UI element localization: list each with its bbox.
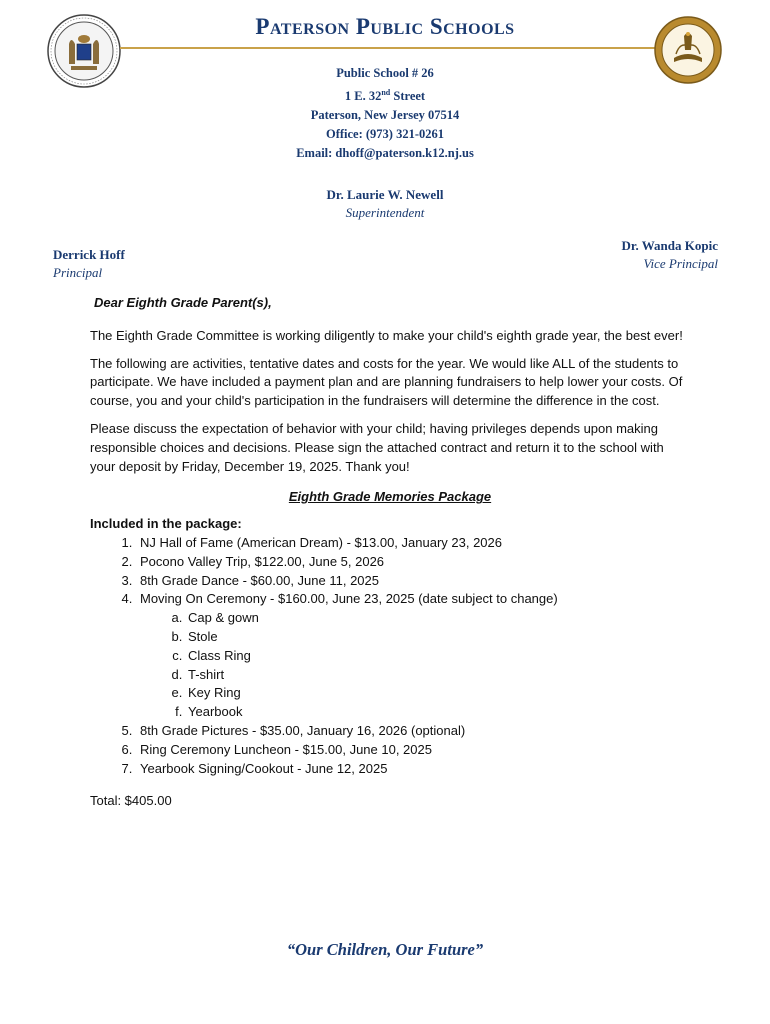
list-item: 5. 8th Grade Pictures - $35.00, January 16, 2026 (optional) <box>136 722 690 741</box>
vice-principal-role: Vice Principal <box>643 256 718 271</box>
district-motto: “Our Children, Our Future” <box>286 940 484 959</box>
superintendent-name: Dr. Laurie W. Newell <box>326 187 444 202</box>
district-title: Paterson Public Schools <box>255 14 515 39</box>
principal-role: Principal <box>53 265 103 280</box>
school-name: Public School # 26 <box>336 66 434 80</box>
street-address <box>0 83 770 106</box>
package-total: Total: $405.00 <box>90 793 172 809</box>
letter-paragraph: The following are activities, tentative dates and costs for the year. We would like ALL of the students to participate. We have included a payment plan and are planning fundraisers to help lower your costs. Of course, you and your child's participation in the fundraisers will determine the difference in the cost. <box>90 355 683 409</box>
street-number: 1 E. 32 <box>344 89 382 104</box>
included-label: Included in the package: <box>90 516 242 532</box>
masthead-divider <box>120 47 656 49</box>
principal-block <box>53 246 125 282</box>
sub-list-item: d. T-shirt <box>186 666 690 685</box>
letter-body <box>90 294 690 811</box>
sub-list-item: c. Class Ring <box>186 647 690 666</box>
superintendent-role: Superintendent <box>345 205 425 220</box>
package-title: Eighth Grade Memories Package <box>288 489 492 505</box>
email-address: Email: dhoff@paterson.k12.nj.us <box>296 146 474 161</box>
ceremony-subitems <box>140 609 690 722</box>
list-item-label: Moving On Ceremony - $160.00, June 23, 2025 (date subject to change) <box>140 591 558 607</box>
vice-principal-block <box>622 237 718 273</box>
street-name: Street <box>390 89 426 104</box>
list-item-with-subitems <box>136 590 690 722</box>
vice-principal-name: Dr. Wanda Kopic <box>621 238 718 253</box>
letter-paragraph: The Eighth Grade Committee is working diligently to make your child's eighth grade year, the best ever! <box>90 327 683 343</box>
list-item: 6. Ring Ceremony Luncheon - $15.00, June 10, 2025 <box>136 741 690 760</box>
letter-paragraph: Please discuss the expectation of behavior with your child; having privileges depends upon making responsible choices and decisions. Please sign the attached contract and return it to the school with your deposit by Friday, December 19, 2025. Thank you! <box>90 420 664 474</box>
sub-list-item: b. Stole <box>186 628 690 647</box>
package-list <box>90 534 690 778</box>
city-address: Paterson, New Jersey 07514 <box>310 108 460 123</box>
sub-list-item: a. Cap & gown <box>186 609 690 628</box>
office-phone: Office: (973) 321-0261 <box>325 127 445 142</box>
school-contact-block <box>0 64 770 163</box>
sub-list-item: f. Yearbook <box>186 703 690 722</box>
principal-name: Derrick Hoff <box>53 247 125 262</box>
list-item: 3. 8th Grade Dance - $60.00, June 11, 2025 <box>136 572 690 591</box>
letter-greeting: Dear Eighth Grade Parent(s), <box>94 295 272 310</box>
sub-list-item: e. Key Ring <box>186 684 690 703</box>
street-suffix: nd <box>381 88 391 97</box>
superintendent-block <box>0 186 770 222</box>
list-item: 2. Pocono Valley Trip, $122.00, June 5, 2026 <box>136 553 690 572</box>
list-item: 1. NJ Hall of Fame (American Dream) - $13.00, January 23, 2026 <box>136 534 690 553</box>
list-item: 7. Yearbook Signing/Cookout - June 12, 2025 <box>136 760 690 779</box>
